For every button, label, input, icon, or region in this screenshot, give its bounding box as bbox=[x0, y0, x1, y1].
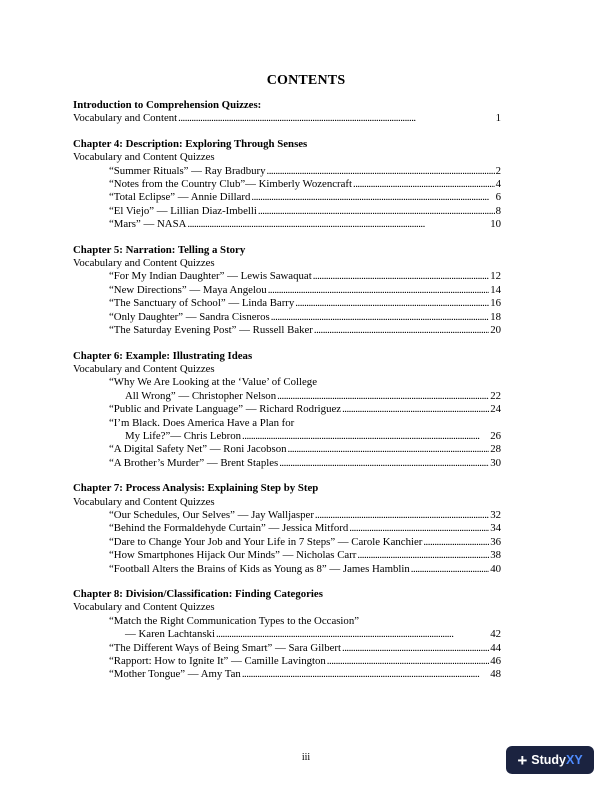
entry-page: 1 bbox=[495, 112, 501, 125]
entry-title: “New Directions” — Maya Angelou bbox=[109, 283, 267, 296]
dot-leader bbox=[314, 324, 489, 337]
dot-leader bbox=[251, 191, 494, 204]
entry-page: 12 bbox=[490, 270, 501, 283]
entry-title: Vocabulary and Content bbox=[73, 112, 178, 125]
dot-leader bbox=[315, 509, 489, 522]
entry-page: 4 bbox=[495, 178, 501, 191]
dot-leader bbox=[178, 112, 494, 125]
section-heading: Chapter 7: Process Analysis: Explaining Step by Step bbox=[73, 482, 319, 495]
entry-page: 44 bbox=[490, 641, 501, 654]
section-subheading: Vocabulary and Content Quizzes bbox=[73, 151, 215, 164]
dot-leader bbox=[353, 178, 495, 191]
entry-title: “Summer Rituals” — Ray Bradbury bbox=[109, 164, 266, 177]
entry-title-line[interactable]: “I’m Black. Does America Have a Plan for bbox=[109, 416, 295, 429]
dot-leader bbox=[423, 536, 489, 549]
entry-title: “Rapport: How to Ignite It” — Camille Lavington bbox=[109, 655, 326, 668]
entry-page: 42 bbox=[490, 628, 501, 641]
entry-title: “A Brother’s Murder” — Brent Staples bbox=[109, 456, 279, 469]
dot-leader bbox=[295, 297, 489, 310]
badge-text: Study bbox=[531, 753, 566, 767]
entry-title: “How Smartphones Hijack Our Minds” — Nicholas Carr bbox=[109, 549, 357, 562]
toc-entry[interactable] bbox=[73, 430, 501, 443]
dot-leader bbox=[258, 205, 495, 218]
entry-page: 48 bbox=[490, 668, 501, 681]
entry-title: “Dare to Change Your Job and Your Life in 7 Steps” — Carole Kanchier bbox=[109, 535, 423, 548]
entry-title: “The Saturday Evening Post” — Russell Baker bbox=[109, 324, 313, 337]
entry-title: “Mars” — NASA bbox=[109, 218, 187, 231]
toc-entry[interactable] bbox=[73, 178, 501, 191]
entry-page: 6 bbox=[495, 191, 501, 204]
entry-page: 34 bbox=[490, 522, 501, 535]
toc-entry[interactable] bbox=[73, 165, 501, 178]
toc-entry[interactable] bbox=[73, 642, 501, 655]
toc-entry[interactable] bbox=[73, 324, 501, 337]
toc-entry[interactable] bbox=[73, 218, 501, 231]
entry-title: “Football Alters the Brains of Kids as Young as 8” — James Hamblin bbox=[109, 562, 410, 575]
entry-page: 16 bbox=[490, 297, 501, 310]
toc-entry[interactable] bbox=[73, 390, 501, 403]
entry-page: 22 bbox=[490, 389, 501, 402]
dot-leader bbox=[268, 284, 489, 297]
entry-title: “For My Indian Daughter” — Lewis Sawaquat bbox=[109, 270, 312, 283]
dot-leader bbox=[271, 311, 489, 324]
dot-leader bbox=[342, 403, 489, 416]
dot-leader bbox=[242, 430, 489, 443]
toc-entry[interactable] bbox=[73, 205, 501, 218]
entry-page: 28 bbox=[490, 443, 501, 456]
toc-entry[interactable] bbox=[73, 443, 501, 456]
entry-page: 24 bbox=[490, 403, 501, 416]
entry-page: 32 bbox=[490, 508, 501, 521]
entry-page: 36 bbox=[490, 535, 501, 548]
entry-title: “Public and Private Language” — Richard Rodriguez bbox=[109, 403, 342, 416]
section-heading: Introduction to Comprehension Quizzes: bbox=[73, 99, 262, 111]
dot-leader bbox=[267, 165, 495, 178]
entry-title-line[interactable]: “Match the Right Communication Types to the Occasion” bbox=[109, 614, 360, 627]
entry-page: 30 bbox=[490, 456, 501, 469]
table-of-contents bbox=[73, 99, 501, 694]
page-number: iii bbox=[301, 752, 311, 763]
entry-title: “The Different Ways of Being Smart” — Sara Gilbert bbox=[109, 641, 341, 654]
entry-title: “Our Schedules, Our Selves” — Jay Walljasper bbox=[109, 508, 314, 521]
entry-title: My Life?”— Chris Lebron bbox=[125, 429, 242, 442]
entry-title: — Karen Lachtanski bbox=[125, 628, 215, 641]
toc-entry[interactable] bbox=[73, 191, 501, 204]
entry-title: “Total Eclipse” — Annie Dillard bbox=[109, 191, 251, 204]
entry-title: “Behind the Formaldehyde Curtain” — Jessica Mitford bbox=[109, 522, 349, 535]
entry-title: “Notes from the Country Club”— Kimberly Wozencraft bbox=[109, 178, 352, 191]
toc-entry[interactable] bbox=[73, 311, 501, 324]
toc-entry[interactable] bbox=[73, 563, 501, 576]
dot-leader bbox=[277, 390, 489, 403]
entry-page: 26 bbox=[490, 429, 501, 442]
dot-leader bbox=[288, 443, 490, 456]
entry-title: “The Sanctuary of School” — Linda Barry bbox=[109, 297, 295, 310]
dot-leader bbox=[279, 457, 489, 470]
toc-entry[interactable] bbox=[73, 549, 501, 562]
section-intro bbox=[73, 99, 501, 126]
entry-title: “El Viejo” — Lillian Diaz-Imbelli bbox=[109, 204, 257, 217]
section-chapter-6 bbox=[73, 350, 501, 471]
toc-entry[interactable] bbox=[73, 668, 501, 681]
dot-leader bbox=[216, 628, 489, 641]
section-chapter-4 bbox=[73, 138, 501, 232]
plus-icon: + bbox=[517, 750, 528, 770]
section-subheading: Vocabulary and Content Quizzes bbox=[73, 362, 215, 375]
entry-title-line[interactable]: “Why We Are Looking at the ‘Value’ of College bbox=[109, 376, 318, 389]
dot-leader bbox=[357, 549, 489, 562]
entry-page: 14 bbox=[490, 283, 501, 296]
toc-entry[interactable] bbox=[73, 112, 501, 125]
entry-page: 40 bbox=[490, 562, 501, 575]
studyxy-badge[interactable] bbox=[506, 746, 594, 774]
toc-entry[interactable] bbox=[73, 628, 501, 641]
entry-title: “Mother Tongue” — Amy Tan bbox=[109, 668, 241, 681]
entry-page: 46 bbox=[490, 655, 501, 668]
toc-entry[interactable] bbox=[73, 509, 501, 522]
section-heading: Chapter 8: Division/Classification: Finding Categories bbox=[73, 588, 323, 600]
entry-title: “Only Daughter” — Sandra Cisneros bbox=[109, 310, 270, 323]
dot-leader bbox=[242, 668, 489, 681]
entry-page: 10 bbox=[490, 218, 501, 231]
section-heading: Chapter 4: Description: Exploring Through Senses bbox=[73, 137, 308, 150]
page-title: CONTENTS bbox=[266, 73, 346, 88]
section-heading: Chapter 6: Example: Illustrating Ideas bbox=[73, 349, 253, 362]
section-chapter-8 bbox=[73, 588, 501, 682]
entry-page: 2 bbox=[495, 164, 501, 177]
section-chapter-5 bbox=[73, 244, 501, 338]
dot-leader bbox=[411, 563, 489, 576]
toc-entry[interactable] bbox=[73, 536, 501, 549]
section-chapter-7 bbox=[73, 482, 501, 576]
dot-leader bbox=[349, 522, 489, 535]
section-subheading: Vocabulary and Content Quizzes bbox=[73, 257, 215, 270]
toc-entry[interactable] bbox=[73, 270, 501, 283]
toc-entry[interactable] bbox=[73, 522, 501, 535]
dot-leader bbox=[327, 655, 489, 668]
toc-entry[interactable] bbox=[73, 457, 501, 470]
toc-entry[interactable] bbox=[73, 297, 501, 310]
entry-title: “A Digital Safety Net” — Roni Jacobson bbox=[109, 443, 287, 456]
dot-leader bbox=[313, 270, 490, 283]
section-heading: Chapter 5: Narration: Telling a Story bbox=[73, 243, 246, 256]
dot-leader bbox=[187, 218, 489, 231]
entry-page: 38 bbox=[490, 549, 501, 562]
entry-page: 18 bbox=[490, 310, 501, 323]
toc-entry[interactable] bbox=[73, 284, 501, 297]
entry-page: 8 bbox=[495, 204, 501, 217]
section-subheading: Vocabulary and Content Quizzes bbox=[73, 601, 215, 614]
dot-leader bbox=[342, 642, 489, 655]
section-subheading: Vocabulary and Content Quizzes bbox=[73, 495, 215, 508]
toc-entry[interactable] bbox=[73, 403, 501, 416]
entry-title: All Wrong” — Christopher Nelson bbox=[125, 389, 277, 402]
badge-accent-text: XY bbox=[565, 753, 583, 767]
entry-page: 20 bbox=[490, 324, 501, 337]
toc-entry[interactable] bbox=[73, 655, 501, 668]
